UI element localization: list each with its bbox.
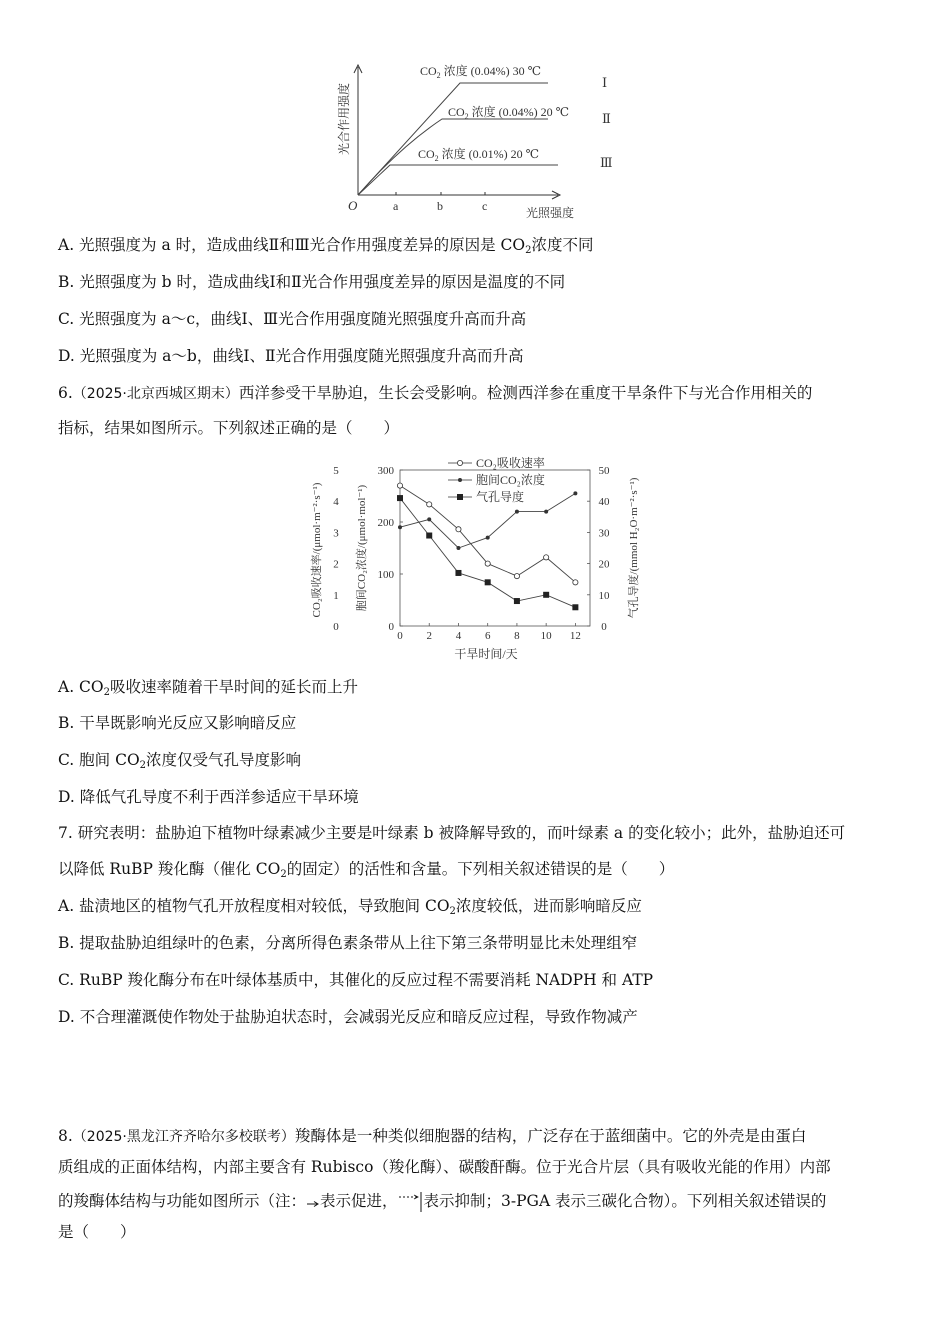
left1-axis-label: CO₂吸收速率/(μmol·m⁻²·s⁻¹) bbox=[311, 482, 323, 618]
figure1-x-label: 光照强度 bbox=[526, 206, 575, 220]
left2-tick-label: 300 bbox=[377, 465, 394, 477]
q7-stem-line1: 7. 研究表明：盐胁迫下植物叶绿素减少主要是叶绿素 b 被降解导致的，而叶绿素 a 的变化较小；此外，盐胁迫还可 bbox=[58, 824, 846, 842]
q7-option-d: D. 不合理灌溉使作物处于盐胁迫状态时，会减弱光反应和暗反应过程，导致作物减产 bbox=[58, 1008, 638, 1026]
data-point bbox=[398, 525, 402, 529]
data-point bbox=[544, 510, 548, 514]
right-tick-label: 40 bbox=[598, 496, 610, 509]
inhibit-arrow-icon bbox=[398, 1191, 424, 1213]
series-line-3 bbox=[400, 498, 575, 607]
x-tick-label: 8 bbox=[514, 630, 520, 642]
q6-option-d: D. 降低气孔导度不利于西洋参适应干旱环境 bbox=[58, 788, 359, 806]
data-point bbox=[456, 546, 460, 550]
origin-label: O bbox=[348, 198, 358, 213]
left1-tick-label: 5 bbox=[333, 465, 339, 477]
drought-chart bbox=[300, 450, 650, 665]
curve-label-3: $CO_2$ 浓度 (0.01%) 20 ℃ bbox=[418, 147, 540, 163]
data-point bbox=[397, 483, 402, 488]
q6-stem-line2: 指标，结果如图所示。下列叙述正确的是（ ） bbox=[58, 419, 400, 437]
q7-stem-line2: 以降低 RuBP 羧化酶（催化 $CO_2$的固定）的活性和含量。下列相关叙述错误的是（ ） bbox=[58, 860, 675, 880]
data-point bbox=[572, 604, 578, 610]
roman-label-3: Ⅲ bbox=[600, 155, 613, 170]
q8-stem-line3: 的羧酶体结构与功能如图所示（注： 表示促进， 表示抑制；3-PGA 表示三碳化合物）。下列相关叙述错误的 bbox=[58, 1191, 826, 1213]
data-point bbox=[573, 491, 577, 495]
q8-stem-line2: 质组成的正面体结构，内部主要含有 Rubisco（羧化酶）、碳酸酐酶。位于光合片层（具有吸收光能的作用）内部 bbox=[58, 1158, 831, 1176]
q6-option-c: C. 胞间 $CO_2$浓度仅受气孔导度影响 bbox=[58, 751, 302, 771]
curve-1 bbox=[358, 83, 548, 195]
x-tick-label: 4 bbox=[455, 630, 462, 642]
data-point bbox=[514, 598, 520, 604]
right-tick-label: 20 bbox=[598, 558, 610, 571]
data-point bbox=[485, 561, 490, 566]
question-source: （2025·北京西城区期末） bbox=[72, 386, 239, 402]
left2-tick-label: 0 bbox=[388, 621, 394, 633]
right-tick-label: 10 bbox=[598, 589, 610, 602]
data-point bbox=[543, 592, 549, 598]
x-tick-label: 0 bbox=[397, 630, 403, 642]
roman-label-1: Ⅰ bbox=[602, 75, 608, 90]
right-tick-label: 0 bbox=[601, 621, 607, 633]
figure1-graph bbox=[330, 55, 630, 225]
promote-arrow-icon bbox=[306, 1196, 320, 1208]
q5-option-a: A. 光照强度为 a 时，造成曲线Ⅱ和Ⅲ光合作用强度差异的原因是 $CO_2$浓度不同 bbox=[58, 236, 594, 256]
legend bbox=[448, 455, 545, 504]
left2-tick-label: 200 bbox=[377, 517, 394, 529]
left1-tick-label: 4 bbox=[333, 496, 339, 509]
left1-tick-label: 3 bbox=[333, 527, 339, 540]
right-tick-label: 50 bbox=[598, 465, 610, 477]
data-point bbox=[427, 517, 431, 521]
right-tick-label: 30 bbox=[598, 527, 610, 540]
q7-option-a: A. 盐渍地区的植物气孔开放程度相对较低，导致胞间 $CO_2$浓度较低，进而影响暗反应 bbox=[58, 897, 642, 917]
legend-label: 气孔导度 bbox=[476, 490, 525, 504]
q8-stem-line1: 8.（2025·黑龙江齐齐哈尔多校联考）羧酶体是一种类似细胞器的结构，广泛存在于蓝细菌中。它的外壳是由蛋白 bbox=[58, 1127, 807, 1145]
data-point bbox=[486, 536, 490, 540]
legend-label: 胞间CO₂浓度 bbox=[476, 473, 545, 487]
data-point bbox=[456, 527, 461, 532]
q6-option-a: A. $CO_2$吸收速率随着干旱时间的延长而上升 bbox=[58, 678, 359, 698]
left1-tick-label: 2 bbox=[333, 558, 339, 571]
tick-label: c bbox=[482, 199, 488, 213]
q6-option-b: B. 干旱既影响光反应又影响暗反应 bbox=[58, 714, 297, 732]
roman-label-2: Ⅱ bbox=[602, 111, 611, 126]
right-axis-label: 气孔导度/(mmol H₂O·m⁻²·s⁻¹) bbox=[628, 477, 640, 619]
data-point bbox=[427, 502, 432, 507]
q7-option-b: B. 提取盐胁迫组绿叶的色素，分离所得色素条带从上往下第三条带明显比未处理组窄 bbox=[58, 934, 638, 952]
data-point bbox=[514, 573, 519, 578]
x-tick-label: 12 bbox=[569, 630, 581, 642]
data-point bbox=[573, 580, 578, 585]
data-point bbox=[485, 579, 491, 585]
q5-option-d: D. 光照强度为 a～b，曲线Ⅰ、Ⅱ光合作用强度随光照强度升高而升高 bbox=[58, 347, 524, 365]
data-point bbox=[397, 495, 403, 501]
left2-axis-label: 胞间CO₂浓度/(μmol·mol⁻¹) bbox=[356, 484, 368, 612]
data-point bbox=[426, 533, 432, 539]
data-point bbox=[455, 570, 461, 576]
q6-stem-line1: 6.（2025·北京西城区期末）西洋参受干旱胁迫，生长会受影响。检测西洋参在重度干旱条件下与光合作用相关的 bbox=[58, 384, 813, 402]
x-tick-label: 6 bbox=[484, 630, 491, 642]
x-axis-label: 干旱时间/天 bbox=[454, 647, 518, 661]
left1-tick-label: 1 bbox=[333, 589, 339, 602]
left2-tick-label: 100 bbox=[377, 569, 394, 581]
curve-label-2: $CO_2$ 浓度 (0.04%) 20 ℃ bbox=[448, 105, 570, 121]
q8-stem-line4: 是（ ） bbox=[58, 1223, 136, 1241]
x-tick-label: 2 bbox=[426, 630, 432, 642]
legend-label: CO₂吸收速率 bbox=[476, 456, 545, 470]
q5-option-c: C. 光照强度为 a～c，曲线Ⅰ、Ⅲ光合作用强度随光照强度升高而升高 bbox=[58, 310, 527, 328]
figure1-y-label: 光合作用强度 bbox=[337, 82, 351, 155]
curve-3 bbox=[358, 165, 558, 195]
tick-label: b bbox=[437, 199, 443, 213]
q5-option-b: B. 光照强度为 b 时，造成曲线Ⅰ和Ⅱ光合作用强度差异的原因是温度的不同 bbox=[58, 273, 566, 291]
left1-tick-label: 0 bbox=[333, 621, 339, 633]
data-point bbox=[544, 555, 549, 560]
x-tick-label: 10 bbox=[540, 630, 552, 642]
question-source: （2025·黑龙江齐齐哈尔多校联考） bbox=[72, 1129, 295, 1145]
curve-label-1: $CO_2$ 浓度 (0.04%) 30 ℃ bbox=[420, 64, 542, 80]
data-point bbox=[515, 510, 519, 514]
tick-label: a bbox=[393, 199, 399, 213]
q7-option-c: C. RuBP 羧化酶分布在叶绿体基质中，其催化的反应过程不需要消耗 NADPH 和 ATP bbox=[58, 971, 654, 989]
